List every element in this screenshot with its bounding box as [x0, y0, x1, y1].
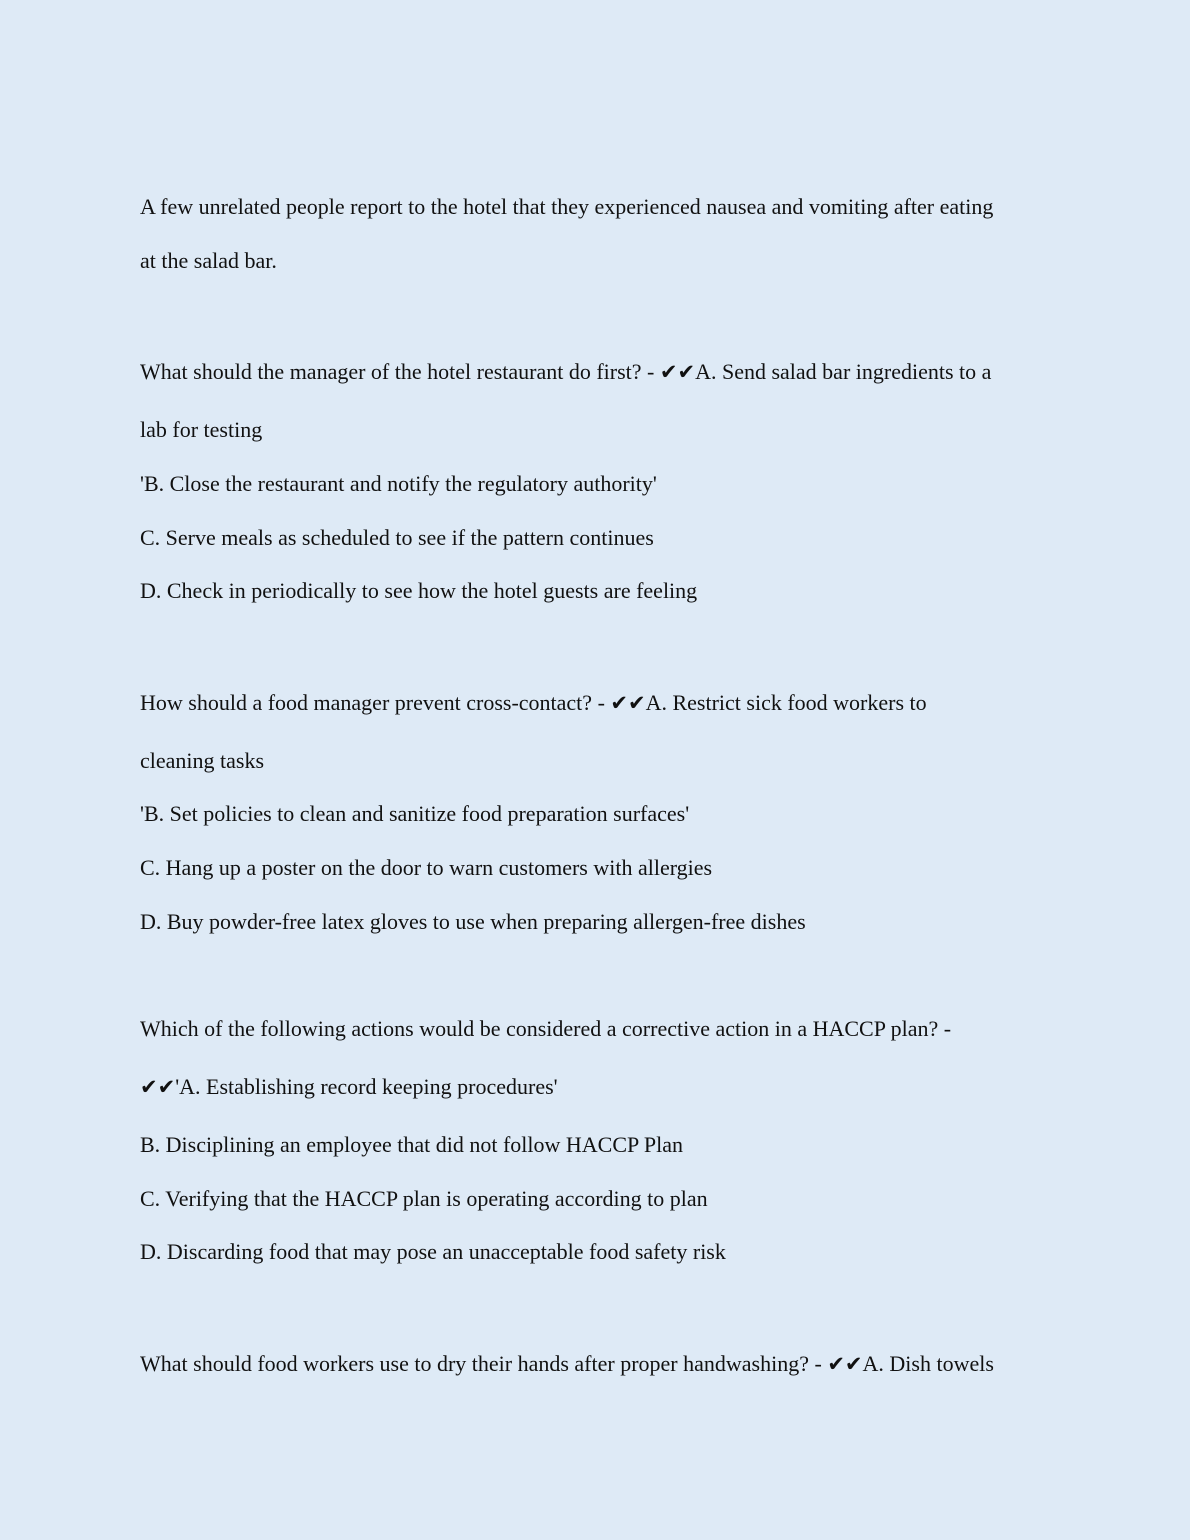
question-3-option-c: C. Verifying that the HACCP plan is operating according to plan	[140, 1186, 708, 1211]
question-1-option-b: 'B. Close the restaurant and notify the regulatory authority'	[140, 471, 657, 496]
question-3-option-d: D. Discarding food that may pose an unacceptable food safety risk	[140, 1239, 726, 1264]
question-2-answer-continued: cleaning tasks	[140, 748, 265, 773]
question-2-text: How should a food manager prevent cross-contact? -	[140, 690, 611, 715]
intro-text-line-1: A few unrelated people report to the hotel that they experienced nausea and vomiting after eating	[140, 194, 994, 219]
question-4-answer: A. Dish towels	[862, 1351, 994, 1376]
double-check-icon: ✔✔	[827, 1352, 863, 1376]
double-check-icon: ✔✔	[140, 1075, 176, 1099]
question-1-text: What should the manager of the hotel restaurant do first? -	[140, 359, 660, 384]
question-3-answer-line	[140, 1073, 558, 1101]
question-2-stem	[140, 689, 927, 717]
question-3-option-b: B. Disciplining an employee that did not follow HACCP Plan	[140, 1132, 684, 1157]
question-1-answer-continued: lab for testing	[140, 417, 263, 442]
question-2-answer: A. Restrict sick food workers to	[645, 690, 927, 715]
question-3-stem: Which of the following actions would be considered a corrective action in a HACCP plan? -	[140, 1016, 952, 1041]
question-4-text: What should food workers use to dry their hands after proper handwashing? -	[140, 1351, 828, 1376]
intro-text-line-2: at the salad bar.	[140, 248, 277, 273]
question-1-answer: A. Send salad bar ingredients to a	[695, 359, 992, 384]
document-page	[140, 0, 1060, 1540]
question-1-option-c: C. Serve meals as scheduled to see if the pattern continues	[140, 525, 654, 550]
question-1-option-d: D. Check in periodically to see how the hotel guests are feeling	[140, 578, 698, 603]
question-4-stem	[140, 1350, 994, 1378]
double-check-icon: ✔✔	[610, 691, 646, 715]
question-3-answer: 'A. Establishing record keeping procedures'	[175, 1074, 558, 1099]
double-check-icon: ✔✔	[659, 360, 696, 384]
question-2-option-b: 'B. Set policies to clean and sanitize food preparation surfaces'	[140, 801, 690, 826]
question-2-option-c: C. Hang up a poster on the door to warn customers with allergies	[140, 855, 713, 880]
question-2-option-d: D. Buy powder-free latex gloves to use when preparing allergen-free dishes	[140, 909, 806, 934]
question-1-stem	[140, 358, 991, 386]
